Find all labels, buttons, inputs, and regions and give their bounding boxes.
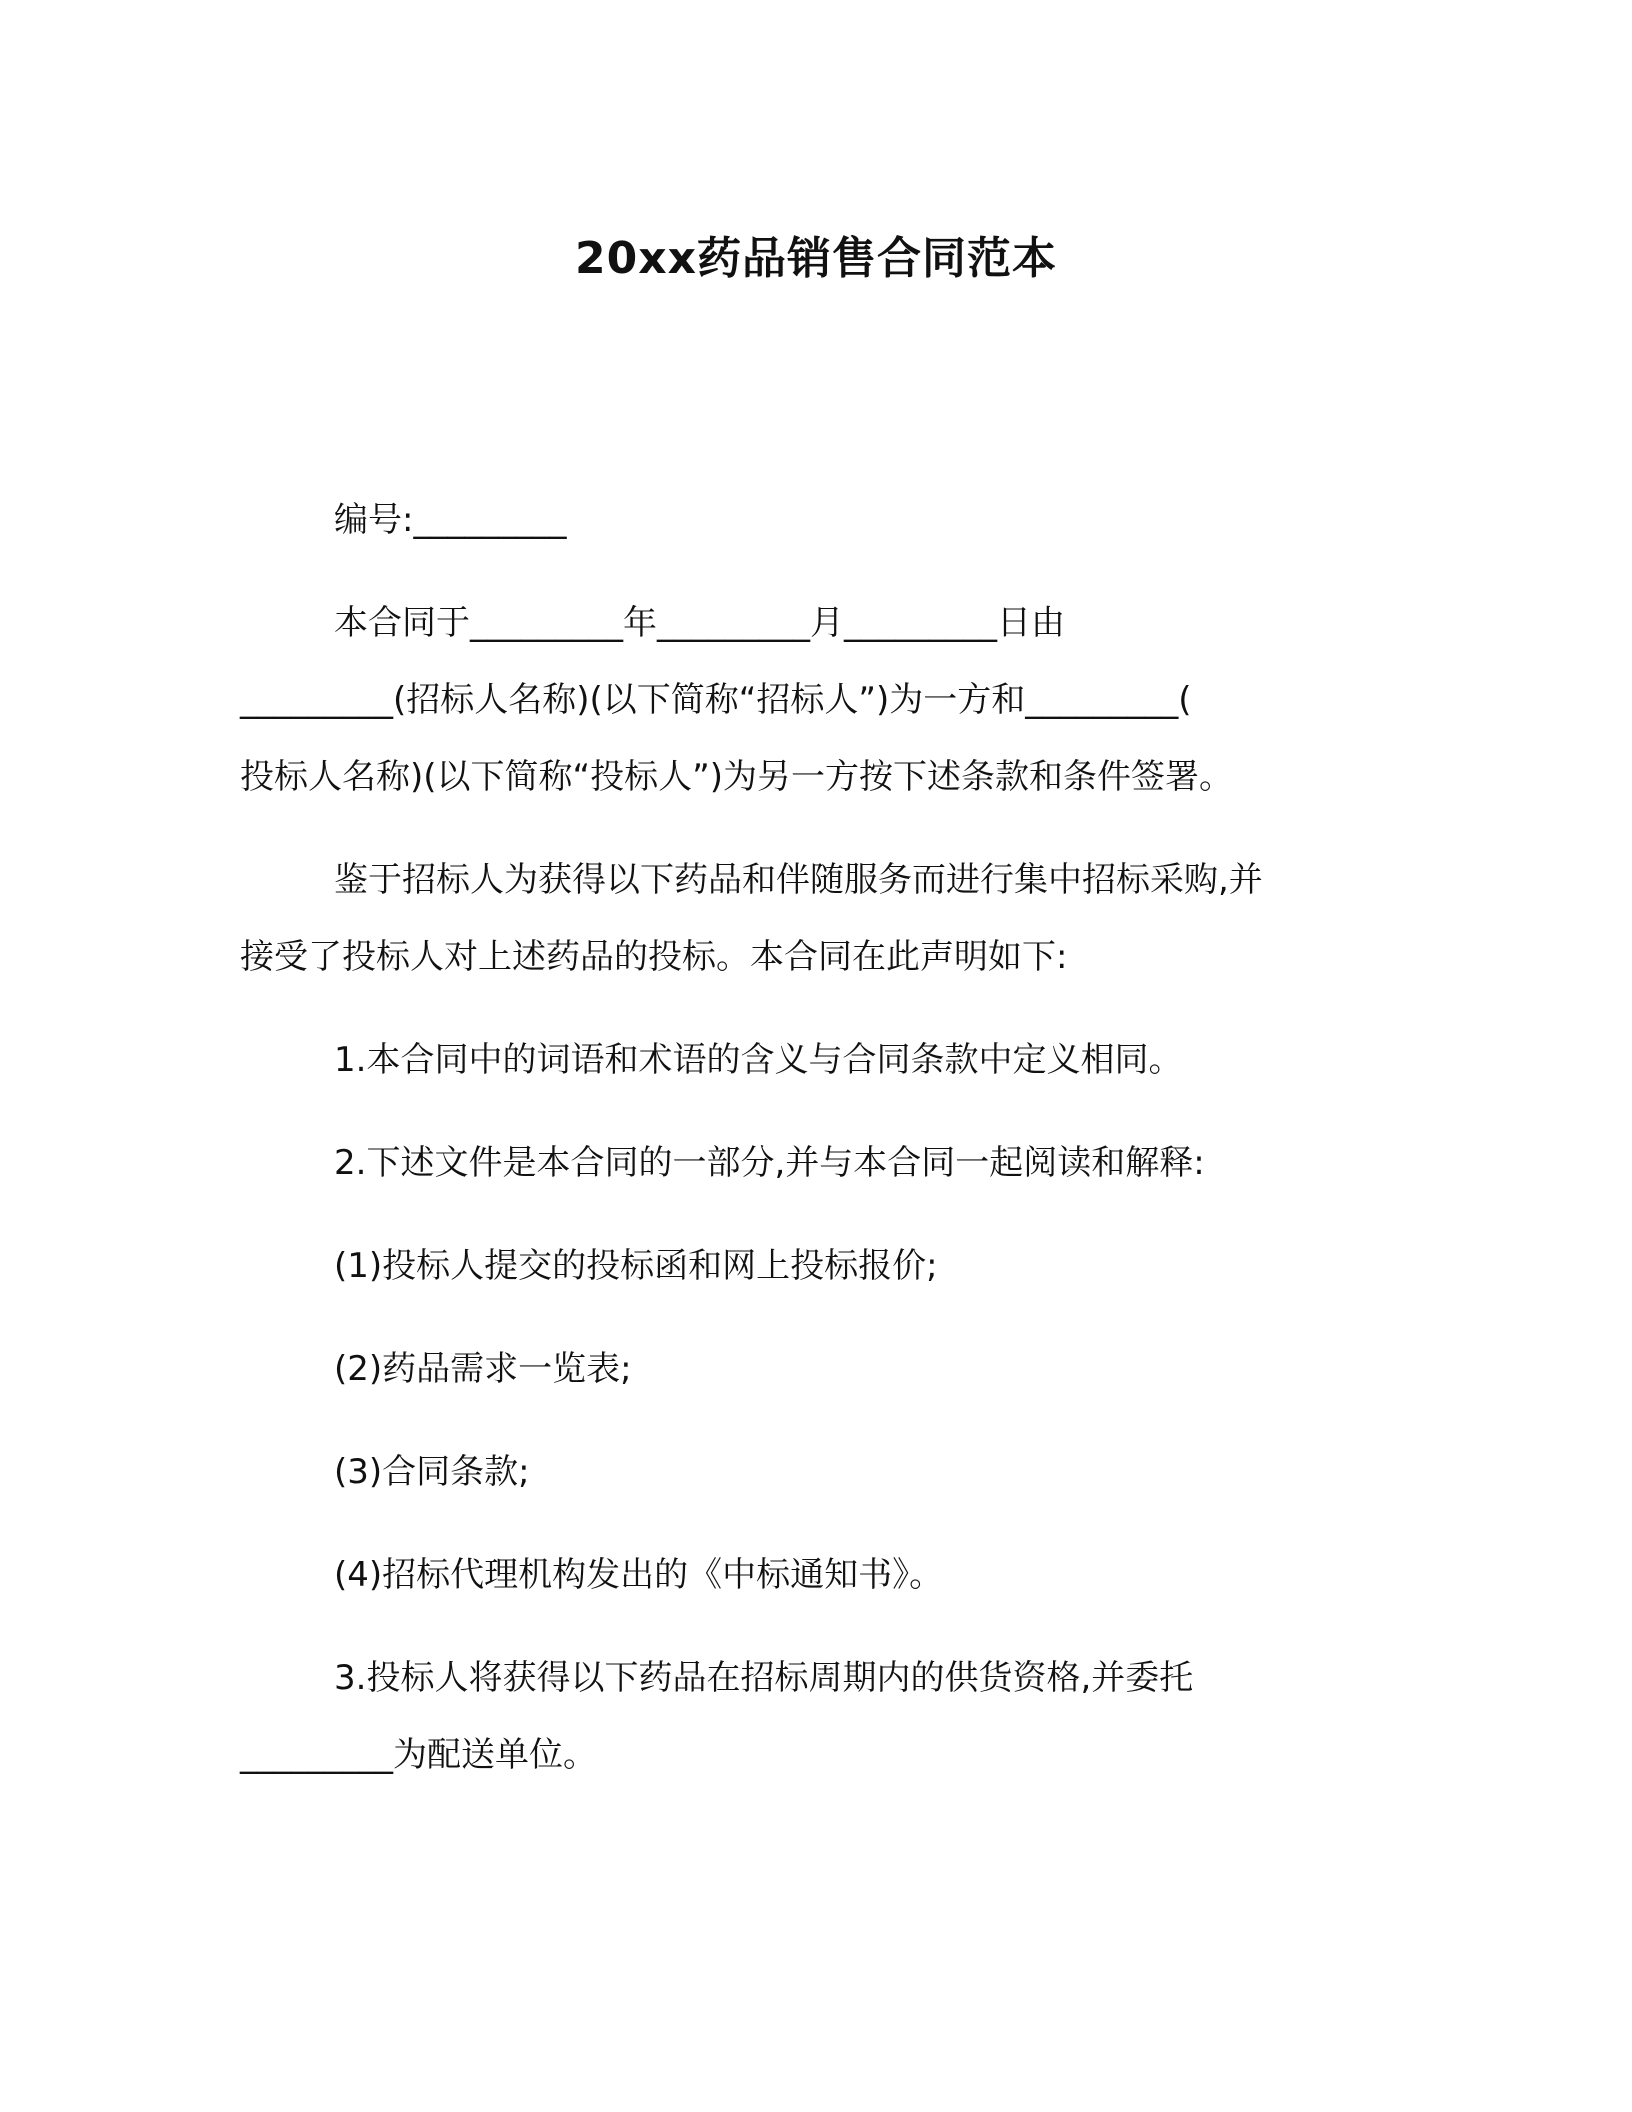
paragraph-line: _________为配送单位。: [240, 1735, 597, 1775]
clause-2: 2.下述文件是本合同的一部分,并与本合同一起阅读和解释:: [334, 1143, 1205, 1183]
paragraph-line: 投标人名称)(以下简称“投标人”)为另一方按下述条款和条件签署。: [240, 757, 1234, 797]
paragraph-line: 鉴于招标人为获得以下药品和伴随服务而进行集中招标采购,并: [334, 860, 1263, 900]
document-title: 20xx药品销售合同范本: [575, 233, 1057, 284]
clause-3: 3.投标人将获得以下药品在招标周期内的供货资格,并委托: [334, 1658, 1194, 1698]
sub-clause-2: (2)药品需求一览表;: [334, 1349, 632, 1389]
paragraph-line: 本合同于_________年_________月_________日由: [334, 603, 1065, 643]
clause-1: 1.本合同中的词语和术语的含义与合同条款中定义相同。: [334, 1040, 1183, 1080]
contract-number-line: 编号:_________: [334, 500, 567, 540]
sub-clause-1: (1)投标人提交的投标函和网上投标报价;: [334, 1246, 938, 1286]
sub-clause-3: (3)合同条款;: [334, 1452, 530, 1492]
sub-clause-4: (4)招标代理机构发出的《中标通知书》。: [334, 1555, 944, 1595]
paragraph-line: _________(招标人名称)(以下简称“招标人”)为一方和_________(: [240, 680, 1192, 720]
paragraph-line: 接受了投标人对上述药品的投标。本合同在此声明如下:: [240, 937, 1068, 977]
